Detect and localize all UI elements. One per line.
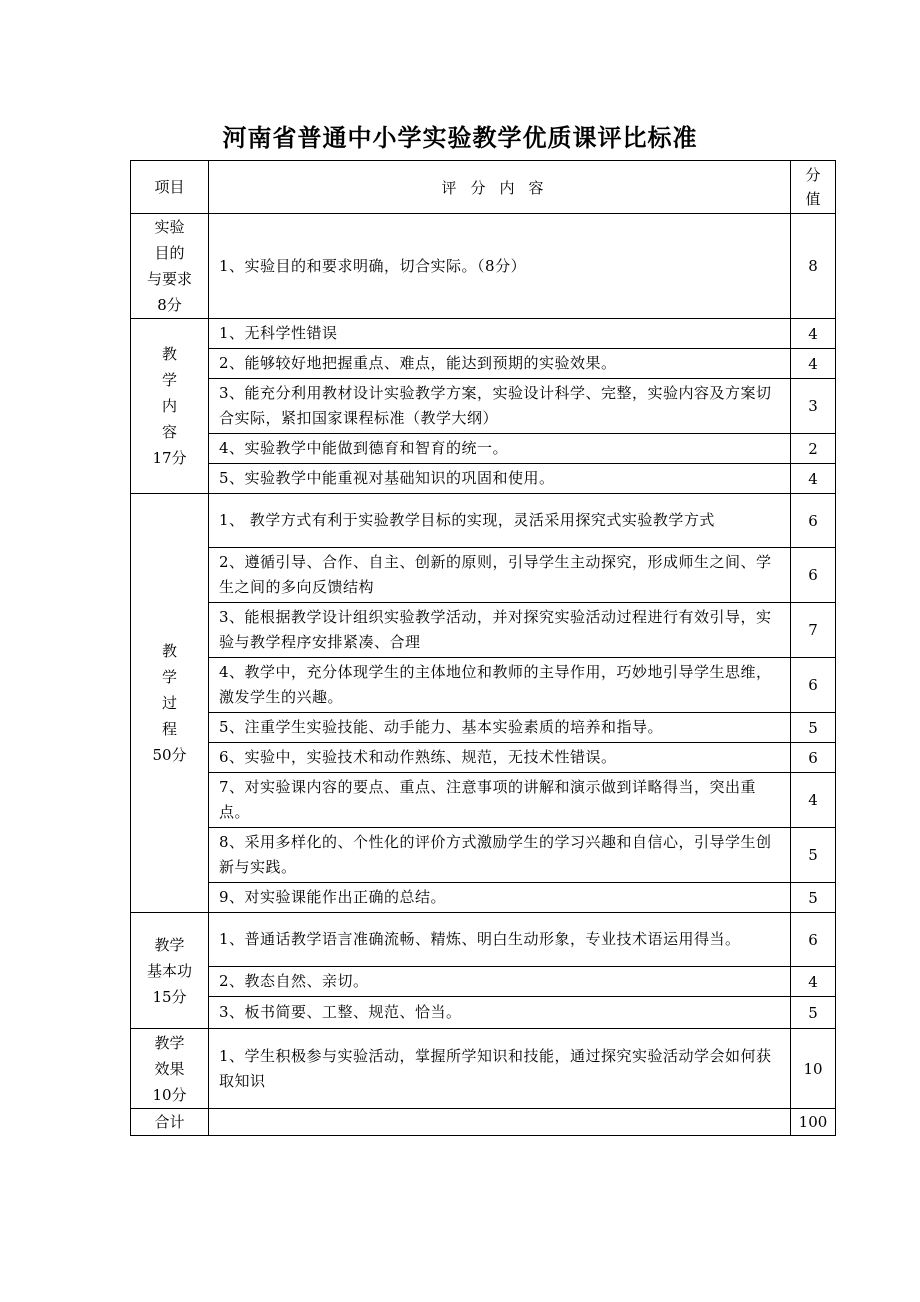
criterion-text: 5、注重学生实验技能、动手能力、基本实验素质的培养和指导。: [209, 713, 791, 743]
criterion-text: 1、学生积极参与实验活动，掌握所学知识和技能，通过探究实验活动学会如何获取知识: [209, 1029, 791, 1109]
table-row: [131, 464, 836, 494]
criterion-text: 1、 教学方式有利于实验教学目标的实现，灵活采用探究式实验教学方式: [209, 494, 791, 548]
table-row: [131, 603, 836, 658]
header-project: 项目: [131, 161, 209, 214]
criterion-score: 5: [791, 828, 836, 883]
criterion-score: 4: [791, 319, 836, 349]
table-row: [131, 548, 836, 603]
criterion-text: 4、教学中，充分体现学生的主体地位和教师的主导作用，巧妙地引导学生思维，激发学生的兴趣。: [209, 658, 791, 713]
table-row: [131, 713, 836, 743]
criterion-score: 6: [791, 913, 836, 967]
criterion-score: 5: [791, 997, 836, 1029]
criterion-text: 8、采用多样化的、个性化的评价方式激励学生的学习兴趣和自信心，引导学生创新与实践。: [209, 828, 791, 883]
section-label: 教 学 内 容 17分: [131, 319, 209, 494]
criterion-text: 2、遵循引导、合作、自主、创新的原则，引导学生主动探究，形成师生之间、学生之间的多向反馈结构: [209, 548, 791, 603]
total-content: [209, 1109, 791, 1136]
total-row: [131, 1109, 836, 1136]
header-row: [131, 161, 836, 214]
criterion-score: 3: [791, 379, 836, 434]
section-label: 实验 目的 与要求 8分: [131, 214, 209, 319]
criterion-text: 1、实验目的和要求明确，切合实际。（8分）: [209, 214, 791, 319]
header-content: 评分内容: [209, 161, 791, 214]
total-label: 合计: [131, 1109, 209, 1136]
criterion-score: 6: [791, 658, 836, 713]
criterion-text: 2、能够较好地把握重点、难点，能达到预期的实验效果。: [209, 349, 791, 379]
table-row: [131, 913, 836, 967]
table-row: [131, 494, 836, 548]
criterion-text: 6、实验中，实验技术和动作熟练、规范，无技术性错误。: [209, 743, 791, 773]
criterion-score: 10: [791, 1029, 836, 1109]
page-title: 河南省普通中小学实验教学优质课评比标准: [222, 124, 698, 152]
rubric-table: [130, 160, 836, 1136]
criterion-text: 2、教态自然、亲切。: [209, 967, 791, 997]
criterion-score: 4: [791, 349, 836, 379]
table-row: [131, 214, 836, 319]
criterion-text: 1、普通话教学语言准确流畅、精炼、明白生动形象，专业技术语运用得当。: [209, 913, 791, 967]
table-row: [131, 658, 836, 713]
criterion-score: 6: [791, 548, 836, 603]
total-score: 100: [791, 1109, 836, 1136]
table-row: [131, 379, 836, 434]
header-score-line2: 值: [805, 190, 821, 208]
table-row: [131, 828, 836, 883]
section-label: 教学 效果 10分: [131, 1029, 209, 1109]
criterion-score: 6: [791, 743, 836, 773]
header-score: [791, 161, 836, 214]
section-label: 教 学 过 程 50分: [131, 494, 209, 913]
table-row: [131, 1029, 836, 1109]
criterion-text: 4、实验教学中能做到德育和智育的统一。: [209, 434, 791, 464]
criterion-text: 1、无科学性错误: [209, 319, 791, 349]
table-row: [131, 883, 836, 913]
criterion-score: 4: [791, 967, 836, 997]
table-row: [131, 997, 836, 1029]
header-score-line1: 分: [805, 166, 821, 184]
table-row: [131, 773, 836, 828]
criterion-score: 5: [791, 883, 836, 913]
criterion-text: 7、对实验课内容的要点、重点、注意事项的讲解和演示做到详略得当，突出重点。: [209, 773, 791, 828]
criterion-text: 3、板书简要、工整、规范、恰当。: [209, 997, 791, 1029]
criterion-score: 7: [791, 603, 836, 658]
section-label: 教学 基本功 15分: [131, 913, 209, 1029]
table-row: [131, 967, 836, 997]
table-row: [131, 434, 836, 464]
table-row: [131, 319, 836, 349]
criterion-score: 6: [791, 494, 836, 548]
criterion-text: 3、能根据教学设计组织实验教学活动，并对探究实验活动过程进行有效引导，实验与教学程序安排紧凑、合理: [209, 603, 791, 658]
criterion-text: 9、对实验课能作出正确的总结。: [209, 883, 791, 913]
criterion-score: 5: [791, 713, 836, 743]
criterion-text: 3、能充分利用教材设计实验教学方案，实验设计科学、完整，实验内容及方案切合实际，紧扣国家课程标准（教学大纲）: [209, 379, 791, 434]
table-row: [131, 743, 836, 773]
criterion-score: 8: [791, 214, 836, 319]
table-row: [131, 349, 836, 379]
criterion-score: 2: [791, 434, 836, 464]
criterion-score: 4: [791, 773, 836, 828]
criterion-score: 4: [791, 464, 836, 494]
criterion-text: 5、实验教学中能重视对基础知识的巩固和使用。: [209, 464, 791, 494]
